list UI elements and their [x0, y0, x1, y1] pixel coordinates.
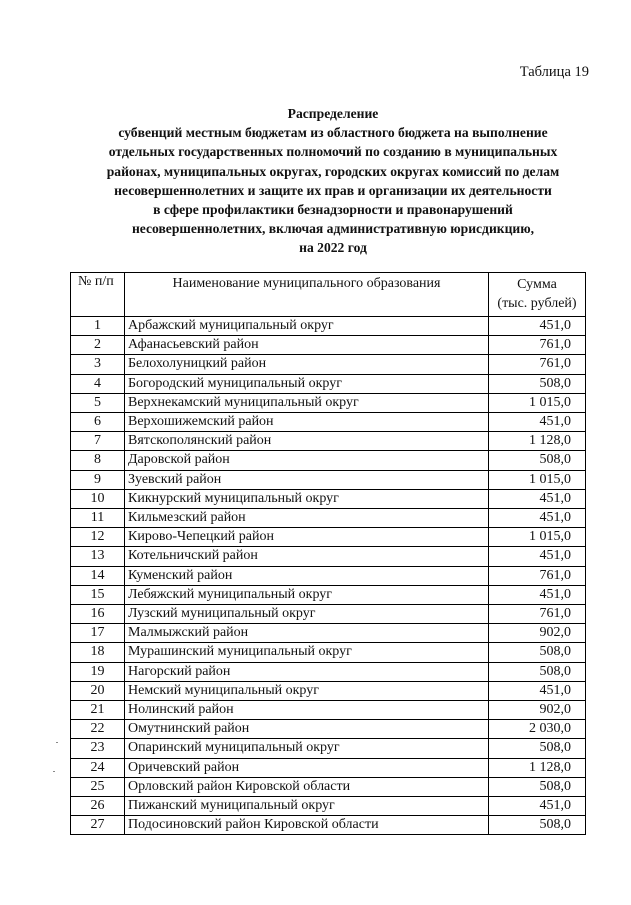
- table-row: [71, 547, 586, 566]
- document-heading: [60, 104, 606, 258]
- heading-line: несовершеннолетних, включая административную юрисдикцию,: [131, 221, 535, 237]
- row-amount: 508,0: [489, 816, 586, 835]
- column-header-sum-title: Сумма: [517, 277, 557, 292]
- row-number: 4: [71, 374, 125, 393]
- table-row: [71, 720, 586, 739]
- row-amount: 1 015,0: [489, 470, 586, 489]
- row-amount: 508,0: [489, 739, 586, 758]
- row-amount: 451,0: [489, 317, 586, 336]
- column-header-number: № п/п: [71, 273, 125, 317]
- row-number: 13: [71, 547, 125, 566]
- row-number: 18: [71, 643, 125, 662]
- row-number: 22: [71, 720, 125, 739]
- row-municipality: Опаринский муниципальный округ: [125, 739, 489, 758]
- row-number: 14: [71, 566, 125, 585]
- row-amount: 451,0: [489, 797, 586, 816]
- table-row: [71, 701, 586, 720]
- row-municipality: Арбажский муниципальный округ: [125, 317, 489, 336]
- table-row: [71, 432, 586, 451]
- row-amount: 508,0: [489, 643, 586, 662]
- table-row: [71, 413, 586, 432]
- scan-speck: [56, 742, 58, 743]
- row-amount: 2 030,0: [489, 720, 586, 739]
- heading-line: в сфере профилактики безнадзорности и правонарушений: [153, 202, 513, 218]
- row-municipality: Оричевский район: [125, 758, 489, 777]
- row-amount: 451,0: [489, 681, 586, 700]
- row-amount: 451,0: [489, 585, 586, 604]
- column-header-sum-unit: (тыс. рублей): [497, 296, 577, 311]
- row-number: 3: [71, 355, 125, 374]
- heading-line: на 2022 год: [299, 240, 367, 256]
- row-number: 2: [71, 336, 125, 355]
- row-municipality: Немский муниципальный округ: [125, 681, 489, 700]
- row-amount: 451,0: [489, 413, 586, 432]
- row-municipality: Нагорский район: [125, 662, 489, 681]
- heading-line: субвенций местным бюджетам из областного бюджета на выполнение: [118, 125, 548, 141]
- row-number: 11: [71, 509, 125, 528]
- table-row: [71, 624, 586, 643]
- row-amount: 1 128,0: [489, 432, 586, 451]
- table-row: [71, 317, 586, 336]
- table-row: [71, 566, 586, 585]
- row-municipality: Пижанский муниципальный округ: [125, 797, 489, 816]
- heading-line: Распределение: [287, 106, 379, 121]
- row-municipality: Богородский муниципальный округ: [125, 374, 489, 393]
- row-amount: 508,0: [489, 662, 586, 681]
- table-row: [71, 739, 586, 758]
- row-amount: 451,0: [489, 547, 586, 566]
- row-municipality: Куменский район: [125, 566, 489, 585]
- table-row: [71, 605, 586, 624]
- row-number: 12: [71, 528, 125, 547]
- row-municipality: Подосиновский район Кировской области: [125, 816, 489, 835]
- row-municipality: Даровской район: [125, 451, 489, 470]
- heading-line: несовершеннолетних и защите их прав и организации их деятельности: [114, 182, 552, 198]
- row-amount: 451,0: [489, 489, 586, 508]
- table-row: [71, 374, 586, 393]
- row-number: 17: [71, 624, 125, 643]
- table-row: [71, 797, 586, 816]
- table-body: [71, 317, 586, 835]
- row-number: 7: [71, 432, 125, 451]
- row-amount: 761,0: [489, 605, 586, 624]
- column-header-name: Наименование муниципального образования: [125, 273, 489, 317]
- row-number: 16: [71, 605, 125, 624]
- table-row: [71, 451, 586, 470]
- row-number: 26: [71, 797, 125, 816]
- row-municipality: Кирово-Чепецкий район: [125, 528, 489, 547]
- row-municipality: Малмыжский район: [125, 624, 489, 643]
- table-row: [71, 470, 586, 489]
- row-amount: 1 015,0: [489, 528, 586, 547]
- row-amount: 761,0: [489, 566, 586, 585]
- table-number-label: Таблица 19: [519, 64, 589, 80]
- row-municipality: Белохолуницкий район: [125, 355, 489, 374]
- row-municipality: Омутнинский район: [125, 720, 489, 739]
- column-header-sum: [489, 273, 586, 317]
- row-municipality: Афанасьевский район: [125, 336, 489, 355]
- row-municipality: Кильмезский район: [125, 509, 489, 528]
- row-municipality: Кикнурский муниципальный округ: [125, 489, 489, 508]
- row-number: 27: [71, 816, 125, 835]
- table-row: [71, 681, 586, 700]
- row-amount: 508,0: [489, 451, 586, 470]
- row-number: 1: [71, 317, 125, 336]
- row-number: 15: [71, 585, 125, 604]
- row-amount: 451,0: [489, 509, 586, 528]
- row-amount: 902,0: [489, 701, 586, 720]
- row-municipality: Нолинский район: [125, 701, 489, 720]
- row-amount: 902,0: [489, 624, 586, 643]
- table-row: [71, 816, 586, 835]
- row-municipality: Орловский район Кировской области: [125, 777, 489, 796]
- row-number: 21: [71, 701, 125, 720]
- scan-speck: [53, 771, 55, 772]
- row-number: 25: [71, 777, 125, 796]
- table-row: [71, 336, 586, 355]
- row-municipality: Лузский муниципальный округ: [125, 605, 489, 624]
- row-municipality: Мурашинский муниципальный округ: [125, 643, 489, 662]
- row-number: 6: [71, 413, 125, 432]
- row-number: 23: [71, 739, 125, 758]
- heading-line: районах, муниципальных округах, городских округах комиссий по делам: [106, 163, 560, 179]
- table-header-row: [71, 273, 586, 317]
- table-row: [71, 355, 586, 374]
- table-row: [71, 509, 586, 528]
- row-number: 8: [71, 451, 125, 470]
- row-number: 10: [71, 489, 125, 508]
- row-municipality: Верхнекамский муниципальный округ: [125, 393, 489, 412]
- allocation-table: [70, 272, 586, 835]
- table-row: [71, 528, 586, 547]
- row-amount: 1 015,0: [489, 393, 586, 412]
- table-row: [71, 585, 586, 604]
- row-number: 20: [71, 681, 125, 700]
- row-amount: 761,0: [489, 355, 586, 374]
- row-municipality: Верхошижемский район: [125, 413, 489, 432]
- row-municipality: Вятскополянский район: [125, 432, 489, 451]
- row-amount: 508,0: [489, 777, 586, 796]
- row-number: 9: [71, 470, 125, 489]
- row-amount: 508,0: [489, 374, 586, 393]
- table-row: [71, 777, 586, 796]
- row-municipality: Зуевский район: [125, 470, 489, 489]
- table-row: [71, 662, 586, 681]
- table-row: [71, 758, 586, 777]
- row-amount: 761,0: [489, 336, 586, 355]
- table-row: [71, 643, 586, 662]
- heading-line: отдельных государственных полномочий по созданию в муниципальных: [108, 144, 558, 160]
- table-row: [71, 393, 586, 412]
- row-amount: 1 128,0: [489, 758, 586, 777]
- row-number: 5: [71, 393, 125, 412]
- row-municipality: Лебяжский муниципальный округ: [125, 585, 489, 604]
- table-row: [71, 489, 586, 508]
- row-number: 24: [71, 758, 125, 777]
- row-municipality: Котельничский район: [125, 547, 489, 566]
- row-number: 19: [71, 662, 125, 681]
